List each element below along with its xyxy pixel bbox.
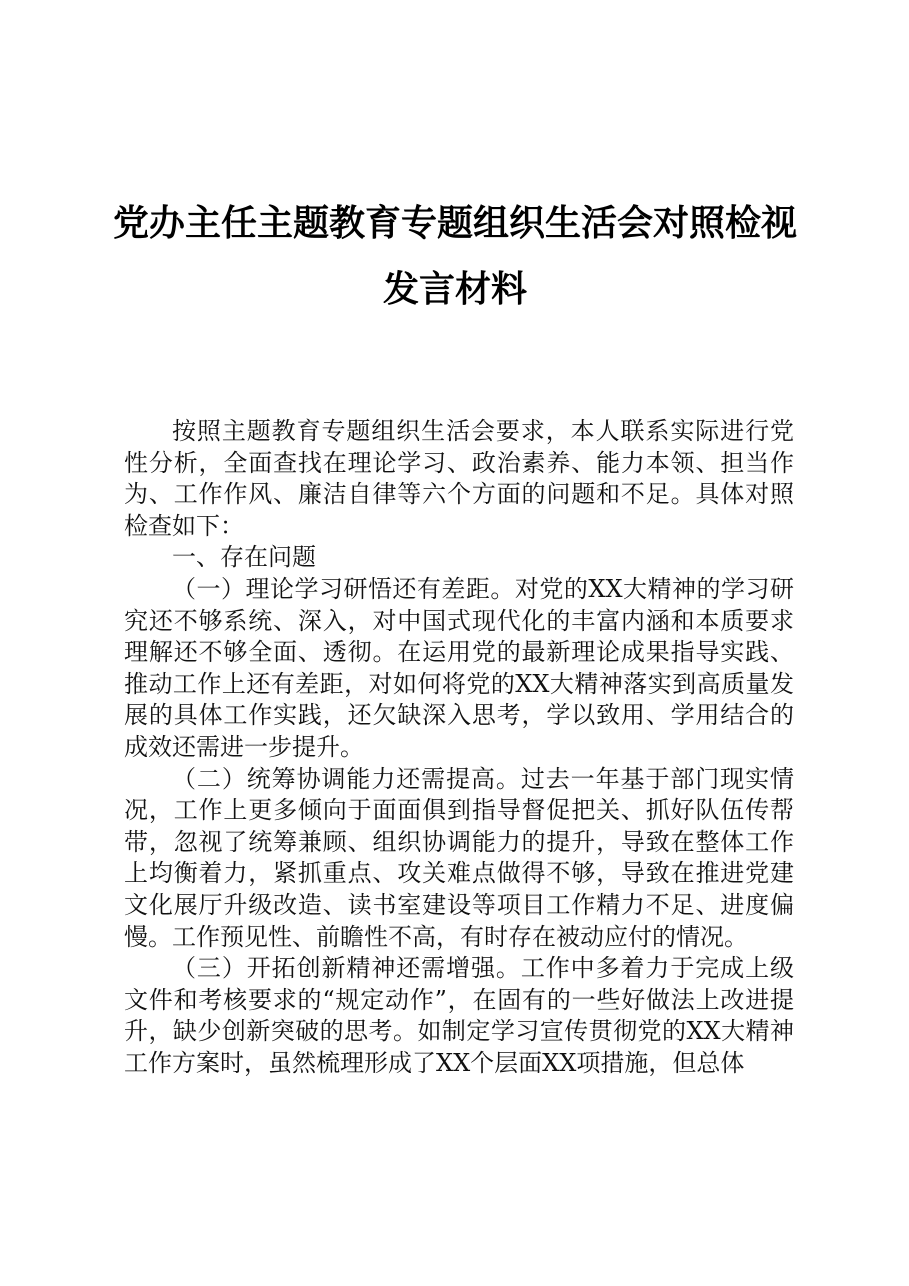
paragraph-theory-study: （一）理论学习研悟还有差距。对党的XX大精神的学习研究还不够系统、深入，对中国式现代化的丰富内涵和本质要求理解还不够全面、透彻。在运用党的最新理论成果指导实践、推动工作上还有差距，对如何将党的XX大精神落实到高质量发展的具体工作实践，还欠缺深入思考，学以致用、学用结合的成效还需进一步提升。 <box>124 574 794 761</box>
section-heading-problems: 一、存在问题 <box>172 543 316 572</box>
paragraph-innovation: （三）开拓创新精神还需增强。工作中多着力于完成上级文件和考核要求的“规定动作”，在固有的一些好做法上改进提升，缺少创新突破的思考。如制定学习宣传贯彻党的XX大精神工作方案时，虽然梳理形成了XX个层面XX项措施，但总体 <box>124 954 794 1077</box>
document-body <box>124 416 794 1079</box>
intro-paragraph: 按照主题教育专题组织生活会要求，本人联系实际进行党性分析，全面查找在理论学习、政治素养、能力本领、担当作为、工作作风、廉洁自律等六个方面的问题和不足。具体对照检查如下： <box>124 417 794 540</box>
document-title: 党办主任主题教育专题组织生活会对照检视发言材料 <box>112 202 797 310</box>
paragraph-coordination: （二）统筹协调能力还需提高。过去一年基于部门现实情况，工作上更多倾向于面面俱到指导督促把关、抓好队伍传帮带，忽视了统筹兼顾、组织协调能力的提升，导致在整体工作上均衡着力，紧抓重点、攻关难点做得不够，导致在推进党建文化展厅升级改造、读书室建设等项目工作精力不足、进度偏慢。工作预见性、前瞻性不高，有时存在被动应付的情况。 <box>124 764 794 951</box>
